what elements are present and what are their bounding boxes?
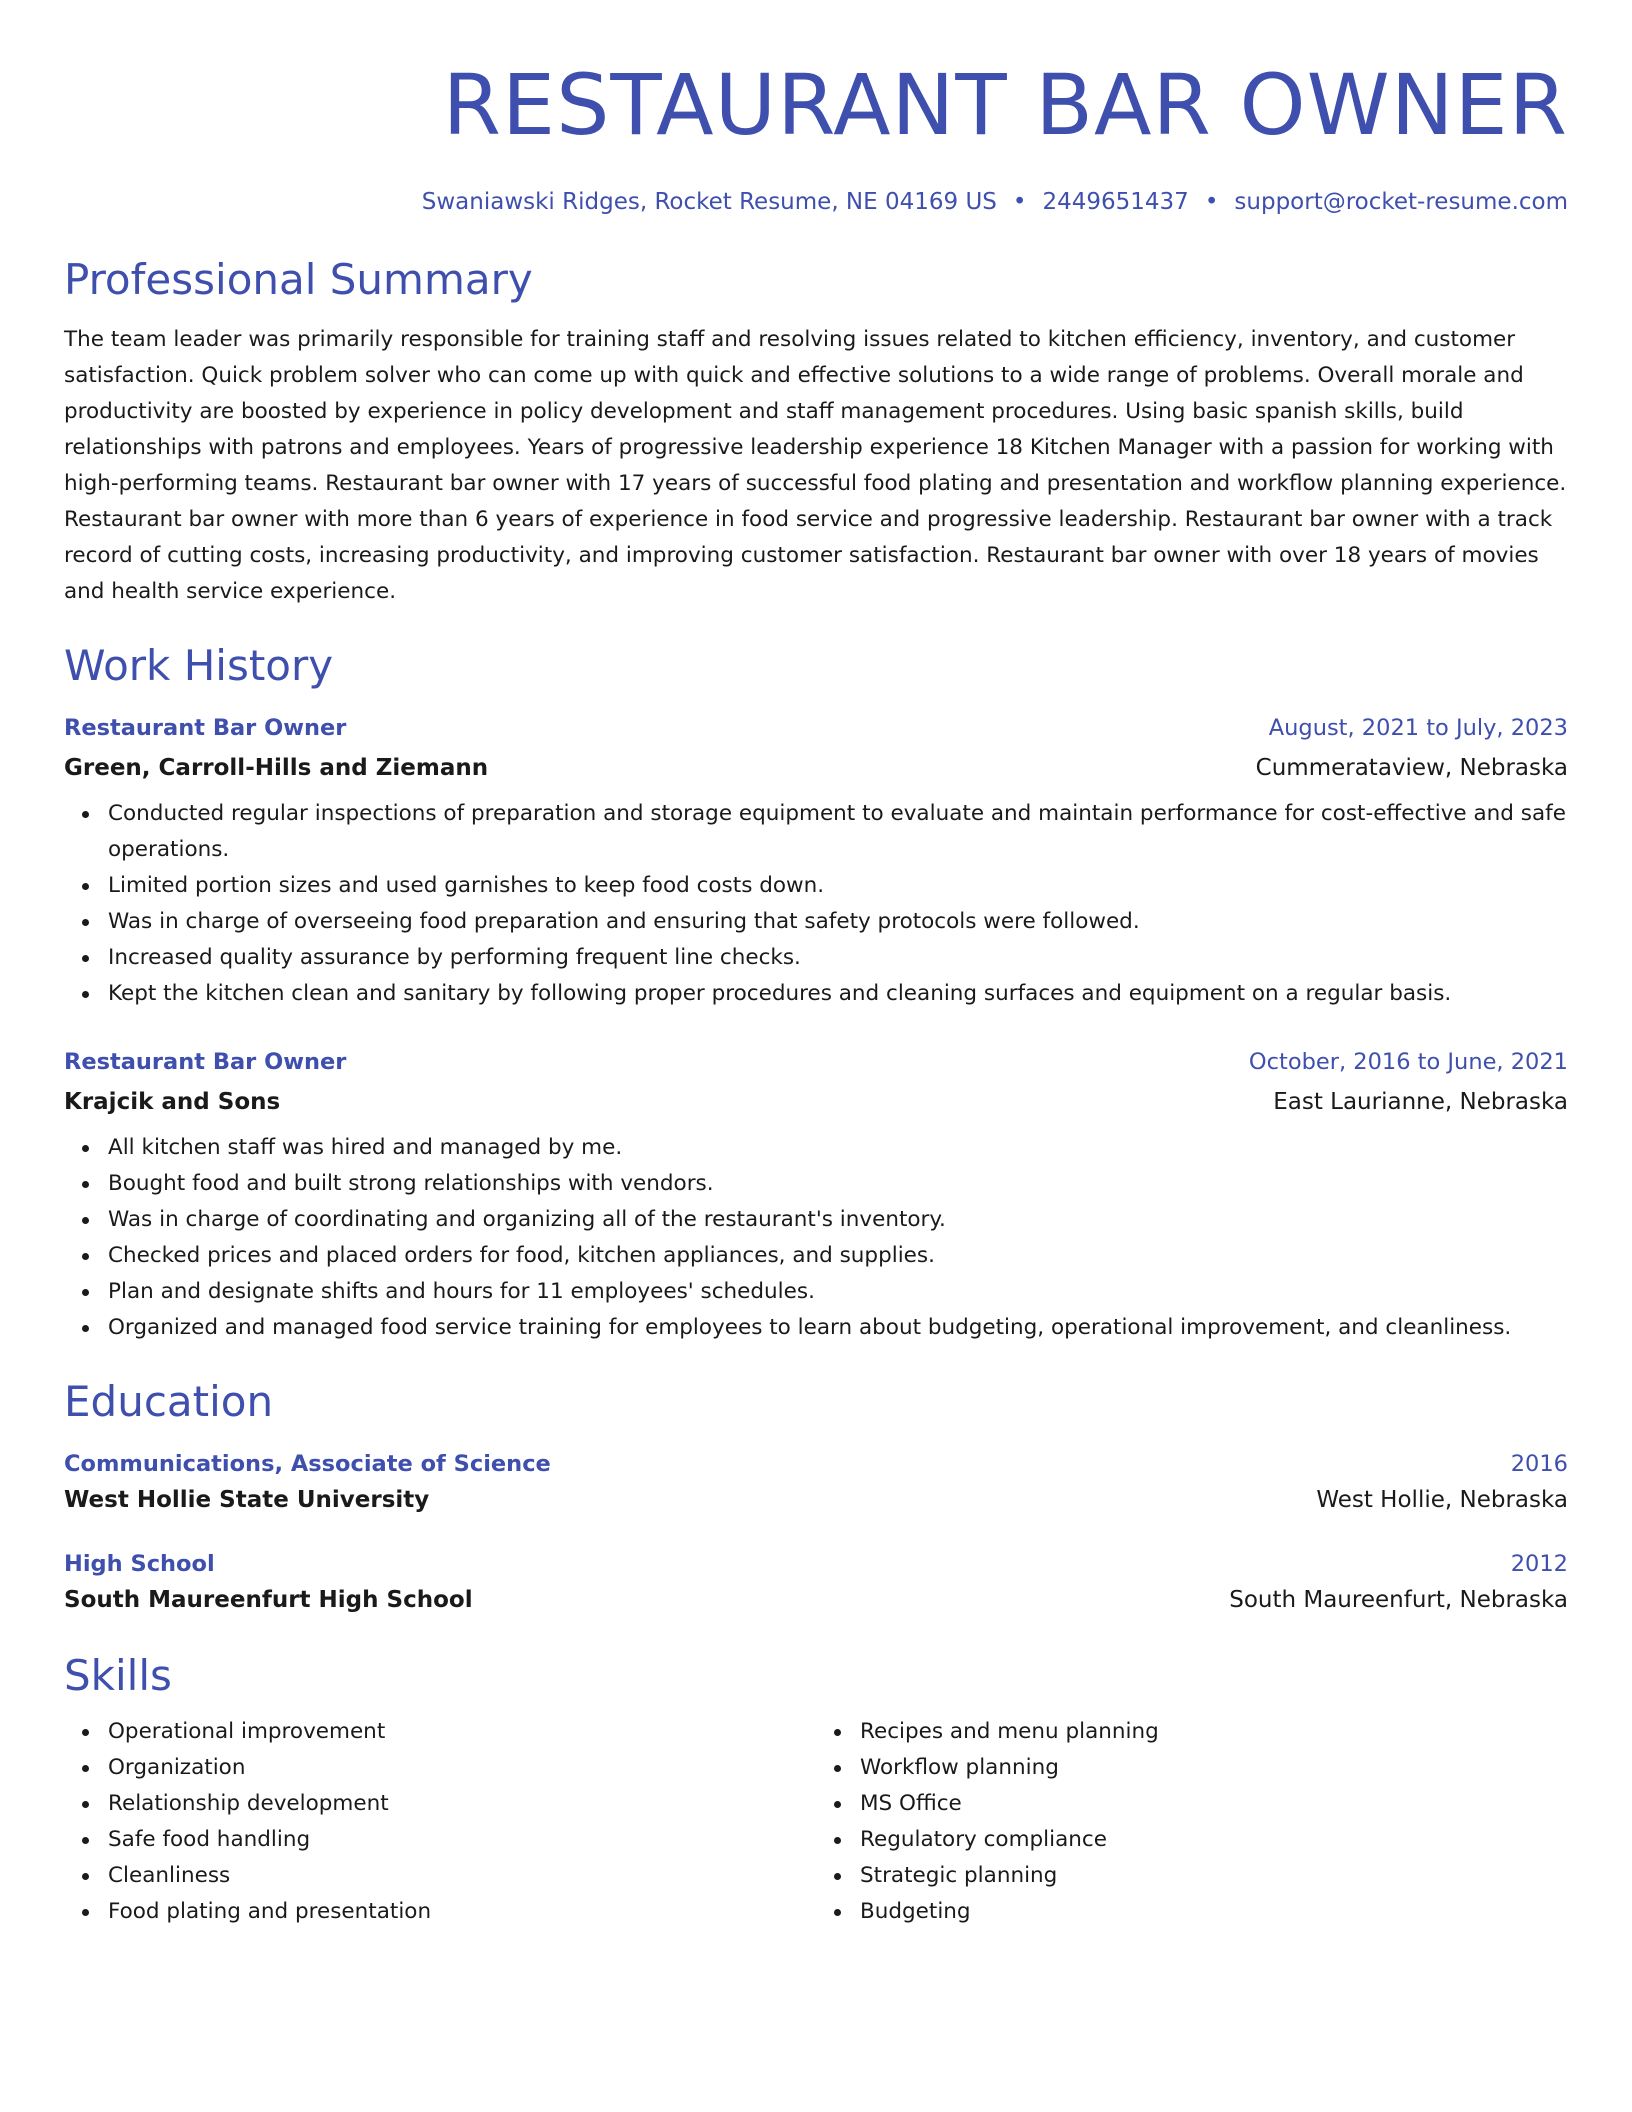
job-dates: August, 2021 to July, 2023 [1268,715,1568,741]
job-bullet: Increased quality assurance by performing frequent line checks. [108,940,1568,976]
job-entry [64,712,1568,1012]
skill-item: Relationship development [108,1786,816,1822]
contact-address: Swaniawski Ridges, Rocket Resume, NE 04169 US [421,189,997,215]
job-bullet: Conducted regular inspections of preparation and storage equipment to evaluate and maintain performance for cost-effective and safe operations. [108,796,1568,868]
section-title-education: Education [64,1377,274,1426]
job-role: Restaurant Bar Owner [64,1049,347,1075]
skill-item: Workflow planning [860,1750,1568,1786]
job-bullet: Plan and designate shifts and hours for 11 employees' schedules. [108,1274,1568,1310]
job-role: Restaurant Bar Owner [64,715,347,741]
education-year: 2016 [1510,1451,1568,1477]
job-bullet: Bought food and built strong relationships with vendors. [108,1166,1568,1202]
job-bullet: Checked prices and placed orders for food, kitchen appliances, and supplies. [108,1238,1568,1274]
job-bullet: Kept the kitchen clean and sanitary by following proper procedures and cleaning surfaces and equipment on a regular basis. [108,976,1568,1012]
education-entry [64,1548,1568,1616]
skills-list-left [64,1714,816,1930]
summary-text: The team leader was primarily responsible for training staff and resolving issues related to kitchen efficiency, inventory, and customer satisfaction. Quick problem solver who can come up with quick and effective solutions to a wide range of problems. Overall morale and productivity are boosted by experience in policy development and staff management procedures. Using basic spanish skills, build relationships with patrons and employees. Years of progressive leadership experience 18 Kitchen Manager with a passion for working with high-performing teams. Restaurant bar owner with 17 years of successful food plating and presentation and workflow planning experience. Restaurant bar owner with more than 6 years of experience in food service and progressive leadership. Restaurant bar owner with a track record of cutting costs, increasing productivity, and improving customer satisfaction. Restaurant bar owner with over 18 years of movies and health service experience. [64,327,1567,604]
job-dates: October, 2016 to June, 2021 [1248,1049,1568,1075]
job-location: Cummerataview, Nebraska [1255,755,1568,781]
education-entry [64,1448,1568,1516]
education-header [64,1448,1568,1480]
job-bullets [64,1130,1568,1346]
job-location: East Laurianne, Nebraska [1273,1089,1568,1115]
education-subheader [64,1584,1568,1616]
education-header [64,1548,1568,1580]
job-bullets [64,796,1568,1012]
section-title-summary: Professional Summary [64,255,533,304]
education-location: South Maureenfurt, Nebraska [1229,1587,1568,1613]
education-degree: High School [64,1551,215,1577]
skill-item: Budgeting [860,1894,1568,1930]
job-subheader [64,1086,1568,1118]
contact-phone[interactable]: 2449651437 [1042,189,1189,215]
job-bullet: Organized and managed food service training for employees to learn about budgeting, operational improvement, and cleanliness. [108,1310,1568,1346]
job-bullet: Was in charge of overseeing food preparation and ensuring that safety protocols were followed. [108,904,1568,940]
job-header [64,712,1568,744]
skill-item: Cleanliness [108,1858,816,1894]
job-bullet: Was in charge of coordinating and organizing all of the restaurant's inventory. [108,1202,1568,1238]
resume-name: RESTAURANT BAR OWNER [442,56,1568,154]
skills-columns [64,1714,1568,1930]
education-year: 2012 [1510,1551,1568,1577]
skill-item: Strategic planning [860,1858,1568,1894]
skill-item: MS Office [860,1786,1568,1822]
job-header [64,1046,1568,1078]
education-degree: Communications, Associate of Science [64,1451,551,1477]
job-bullet: Limited portion sizes and used garnishes to keep food costs down. [108,868,1568,904]
job-bullet: All kitchen staff was hired and managed by me. [108,1130,1568,1166]
skill-item: Safe food handling [108,1822,816,1858]
skills-list-right [816,1714,1568,1930]
contact-separator: • [1204,189,1219,215]
contact-line [64,186,1568,218]
skill-item: Operational improvement [108,1714,816,1750]
skill-item: Organization [108,1750,816,1786]
skill-item: Regulatory compliance [860,1822,1568,1858]
job-entry [64,1046,1568,1346]
education-location: West Hollie, Nebraska [1316,1487,1568,1513]
education-school: South Maureenfurt High School [64,1587,473,1613]
section-title-work-history: Work History [64,641,334,690]
skill-item: Recipes and menu planning [860,1714,1568,1750]
job-company: Green, Carroll-Hills and Ziemann [64,755,489,781]
contact-email[interactable]: support@rocket-resume.com [1234,189,1568,215]
education-school: West Hollie State University [64,1487,430,1513]
education-subheader [64,1484,1568,1516]
contact-separator: • [1012,189,1027,215]
job-company: Krajcik and Sons [64,1089,281,1115]
skill-item: Food plating and presentation [108,1894,816,1930]
section-title-skills: Skills [64,1651,172,1700]
job-subheader [64,752,1568,784]
